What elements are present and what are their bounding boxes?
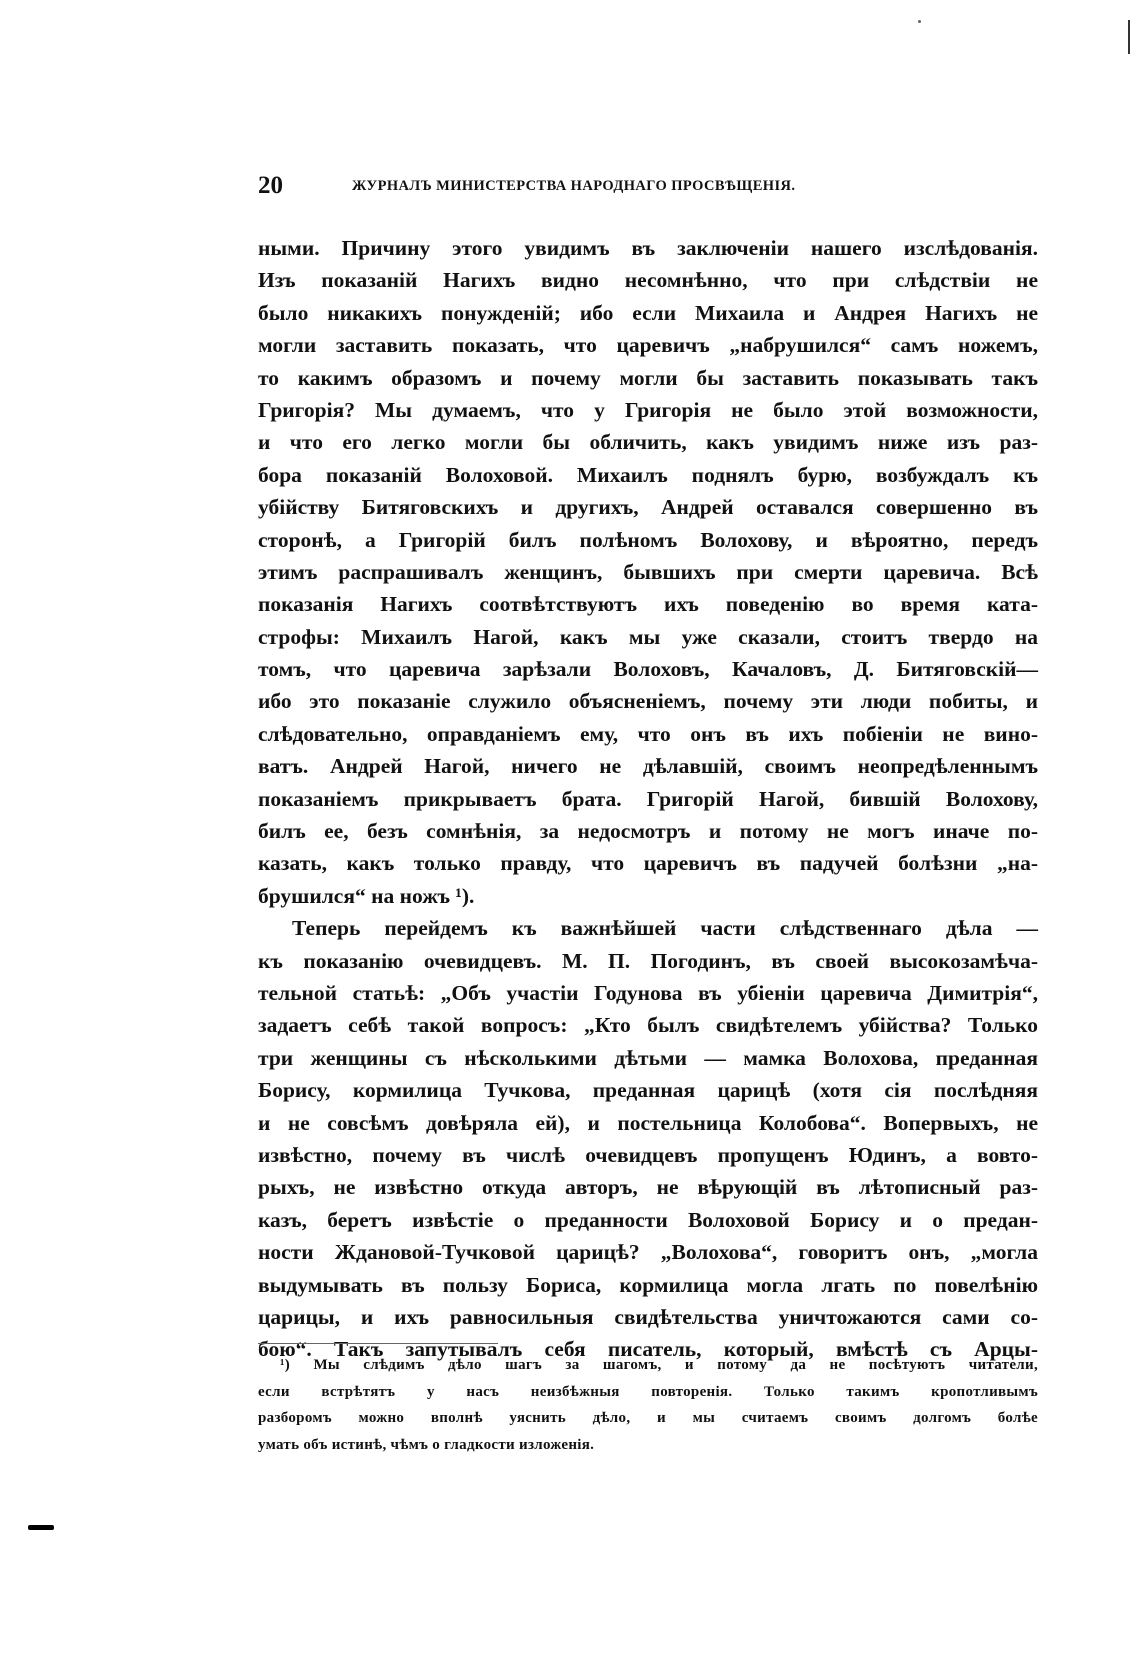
text-line: ватъ. Андрей Нагой, ничего не дѣлавшій, своимъ неопредѣленнымъ bbox=[258, 754, 1038, 779]
scan-margin-mark bbox=[28, 1525, 54, 1530]
text-line: бою“. Такъ запутывалъ себя писатель, который, вмѣстѣ съ Арцы- bbox=[258, 1337, 1038, 1362]
running-title: ЖУРНАЛЪ МИНИСТЕРСТВА НАРОДНАГО ПРОСВѢЩЕНІЯ. bbox=[352, 178, 796, 194]
text-line: и что его легко могли бы обличить, какъ увидимъ ниже изъ раз- bbox=[258, 430, 1038, 455]
page-number: 20 bbox=[258, 172, 283, 199]
footnotes bbox=[258, 1352, 1038, 1458]
text-line-paragraph-end: брушился“ на ножъ ¹). bbox=[258, 883, 475, 908]
scan-edge-mark bbox=[1128, 20, 1130, 54]
text-line-paragraph-start: Теперь перейдемъ къ важнѣйшей части слѣдственнаго дѣла — bbox=[292, 916, 1038, 941]
text-line: ными. Причину этого увидимъ въ заключеніи нашего изслѣдованія. bbox=[258, 236, 1038, 260]
scan-dust-speck bbox=[918, 20, 921, 23]
text-line: извѣстно, почему въ числѣ очевидцевъ пропущенъ Юдинъ, а вовто- bbox=[258, 1142, 1038, 1167]
text-line: къ показанію очевидцевъ. М. П. Погодинъ, въ своей высокозамѣча- bbox=[258, 948, 1038, 973]
text-line: показанія Нагихъ соотвѣтствуютъ ихъ поведенію во время ката- bbox=[258, 592, 1038, 617]
text-line: Изъ показаній Нагихъ видно несомнѣнно, что при слѣдствіи не bbox=[258, 268, 1038, 293]
footnote-line: умать объ истинѣ, чѣмъ о гладкости изложенія. bbox=[258, 1436, 595, 1453]
footnote-line: ¹) Мы слѣдимъ дѣло шагъ за шагомъ, и потому да не посѣтуютъ читатели, bbox=[280, 1357, 1038, 1373]
main-text bbox=[258, 232, 1038, 1366]
text-line: задаетъ себѣ такой вопросъ: „Кто былъ свидѣтелемъ убійства? Только bbox=[258, 1013, 1038, 1038]
text-line: казъ, беретъ извѣстіе о преданности Волоховой Борису и о предан- bbox=[258, 1207, 1038, 1232]
page-header bbox=[258, 172, 1038, 208]
text-line: и не совсѣмъ довѣряла ей), и постельница Колобова“. Вопервыхъ, не bbox=[258, 1110, 1038, 1135]
text-line: этимъ распрашивалъ женщинъ, бывшихъ при смерти царевича. Всѣ bbox=[258, 559, 1038, 584]
footnote-line: разборомъ можно вполнѣ уяснить дѣло, и мы считаемъ своимъ долгомъ болѣе bbox=[258, 1410, 1038, 1426]
text-line: строфы: Михаилъ Нагой, какъ мы уже сказали, стоитъ твердо на bbox=[258, 624, 1038, 649]
text-line: Борису, кормилица Тучкова, преданная царицѣ (хотя сія послѣдняя bbox=[258, 1078, 1038, 1103]
text-line: бора показаній Волоховой. Михаилъ поднялъ бурю, возбуждалъ къ bbox=[258, 462, 1038, 487]
text-line: казать, какъ только правду, что царевичъ въ падучей болѣзни „на- bbox=[258, 851, 1038, 876]
text-line: было никакихъ понужденій; ибо если Михаила и Андрея Нагихъ не bbox=[258, 300, 1038, 325]
footnote-line: если встрѣтятъ у насъ неизбѣжныя повторенія. Только такимъ кропотливымъ bbox=[258, 1383, 1038, 1400]
text-line: томъ, что царевича зарѣзали Волоховъ, Качаловъ, Д. Битяговскій— bbox=[258, 657, 1038, 682]
text-line: показаніемъ прикрываетъ брата. Григорій Нагой, бившій Волохову, bbox=[258, 786, 1038, 811]
text-line: рыхъ, не извѣстно откуда авторъ, не вѣрующій въ лѣтописный раз- bbox=[258, 1175, 1038, 1200]
text-line: тельной статьѣ: „Объ участіи Годунова въ убіеніи царевича Димитрія“, bbox=[258, 980, 1038, 1005]
text-line: выдумывать въ пользу Бориса, кормилица могла лгать по повелѣнію bbox=[258, 1272, 1038, 1297]
text-line: билъ ее, безъ сомнѣнія, за недосмотръ и потому не могъ иначе по- bbox=[258, 819, 1038, 844]
text-line: ибо это показаніе служило объясненіемъ, почему эти люди побиты, и bbox=[258, 689, 1038, 714]
text-line: слѣдовательно, оправданіемъ ему, что онъ въ ихъ побіеніи не вино- bbox=[258, 721, 1038, 746]
text-line: три женщины съ нѣсколькими дѣтьми — мамка Волохова, преданная bbox=[258, 1045, 1038, 1070]
text-line: то какимъ образомъ и почему могли бы заставить показывать такъ bbox=[258, 365, 1038, 390]
text-line: убійству Битяговскихъ и другихъ, Андрей оставался совершенно въ bbox=[258, 495, 1038, 520]
text-line: сторонѣ, а Григорій билъ полѣномъ Волохову, и вѣроятно, передъ bbox=[258, 527, 1038, 552]
text-line: царицы, и ихъ равносильныя свидѣтельства уничтожаются сами со- bbox=[258, 1304, 1038, 1329]
footnote-separator bbox=[258, 1343, 498, 1344]
text-line: ности Ждановой-Тучковой царицѣ? „Волохова“, говоритъ онъ, „могла bbox=[258, 1240, 1038, 1265]
text-line: могли заставить показать, что царевичъ „набрушился“ самъ ножемъ, bbox=[258, 333, 1038, 358]
text-line: Григорія? Мы думаемъ, что у Григорія не было этой возможности, bbox=[258, 397, 1038, 422]
